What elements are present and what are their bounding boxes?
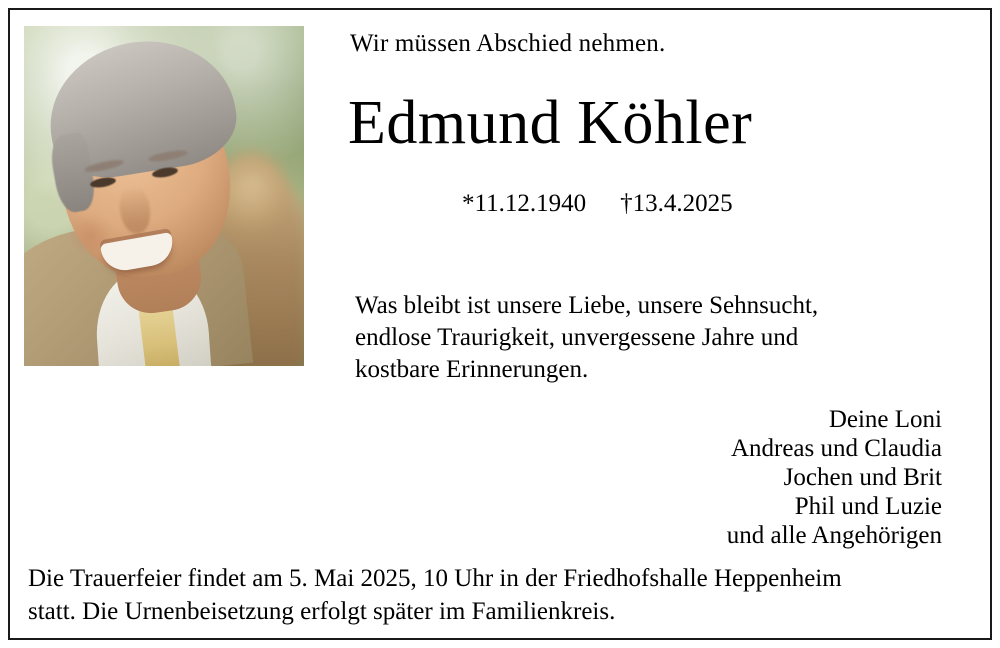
portrait-photo [24,26,304,366]
notice-inner [10,10,990,638]
funeral-details-line: statt. Die Urnenbeisetzung erfolgt später im Familienkreis. [28,598,616,625]
lead-text: Wir müssen Abschied nehmen. [350,30,666,57]
funeral-details-line: Die Trauerfeier findet am 5. Mai 2025, 10 Uhr in der Friedhofshalle Heppenheim [28,565,842,592]
memorial-verse [355,290,975,386]
list-item: Phil und Luzie [794,493,942,520]
list-item: und alle Angehörigen [726,522,942,549]
list-item: Andreas und Claudia [730,435,942,462]
verse-line: Was bleibt ist unsere Liebe, unsere Sehnsucht, [355,292,819,319]
birth-date: *11.12.1940 [462,190,587,217]
verse-line: kostbare Erinnerungen. [355,356,589,383]
death-date: †13.4.2025 [620,190,733,217]
list-item: Jochen und Brit [783,464,942,491]
deceased-name: Edmund Köhler [348,89,753,157]
funeral-details [28,562,972,628]
signers-list [462,405,942,550]
verse-line: endlose Traurigkeit, unvergessene Jahre und [355,324,799,351]
list-item: Deine Loni [828,406,942,433]
life-dates [462,190,733,218]
